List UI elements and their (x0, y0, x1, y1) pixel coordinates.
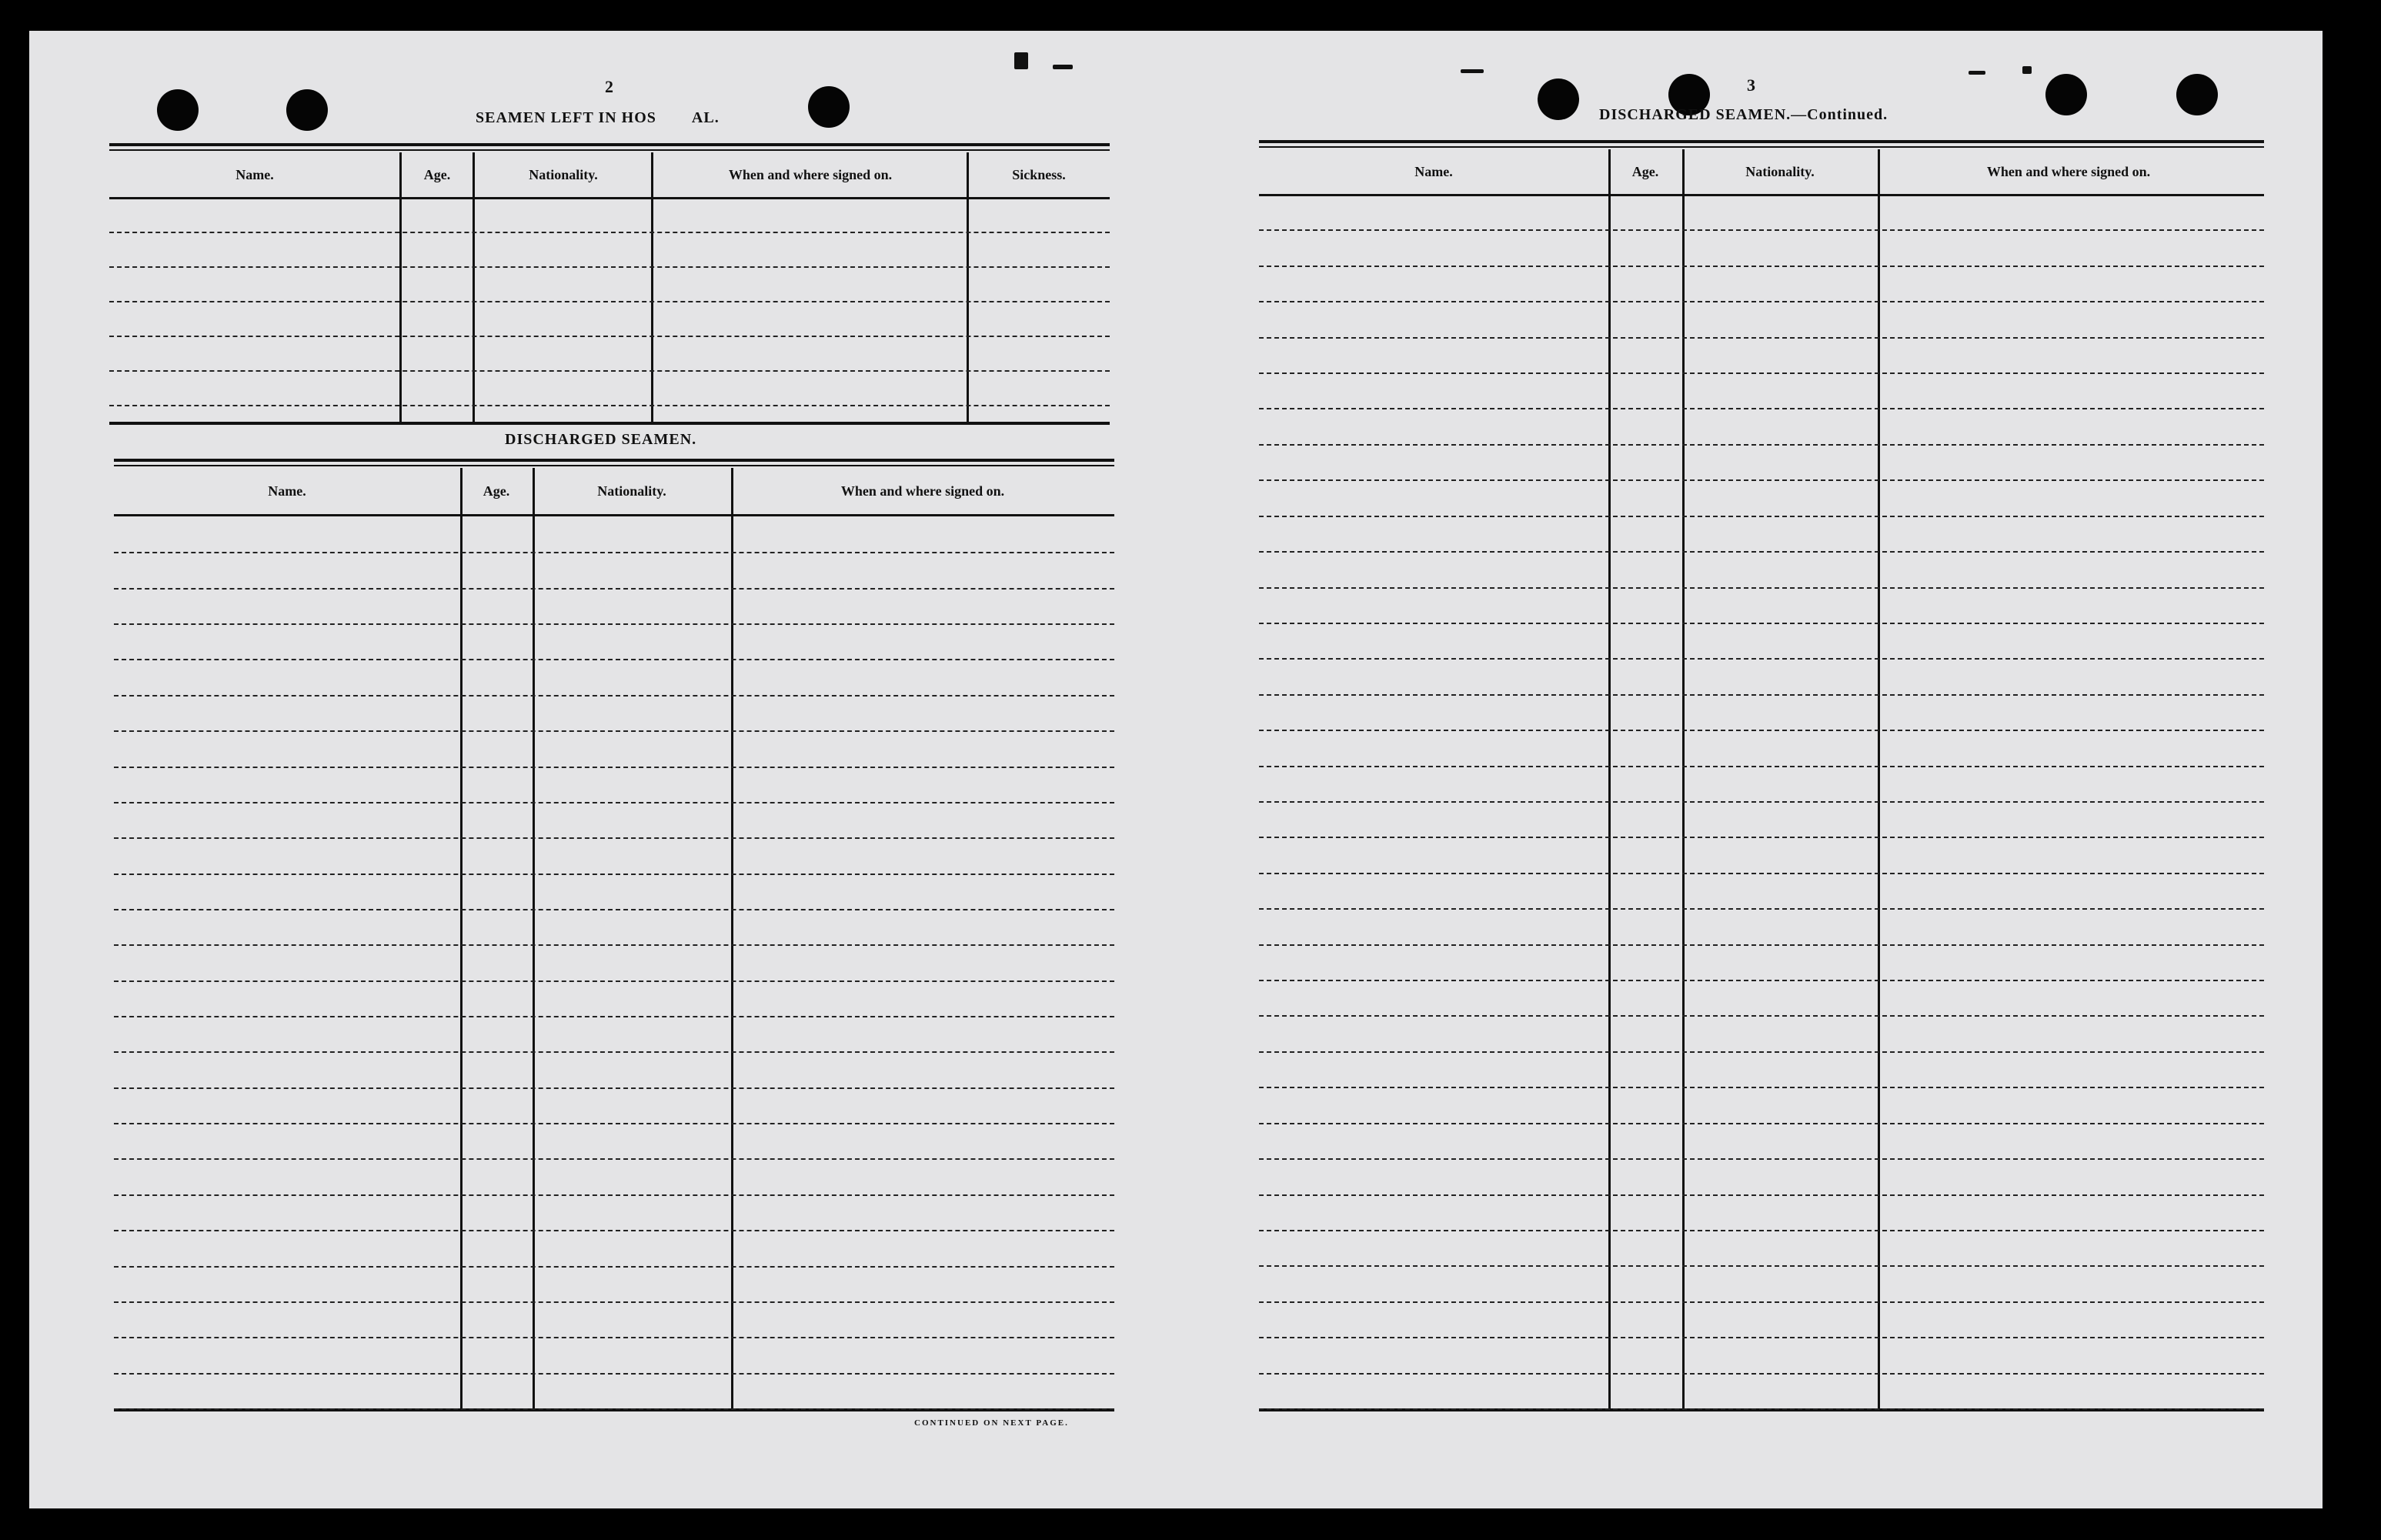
column-divider (533, 468, 535, 1408)
table-row (114, 1266, 1114, 1268)
col-age: Age. (483, 483, 510, 499)
table-row (114, 1051, 1114, 1053)
discharged-continued-title: DISCHARGED SEAMEN.—Continued. (1599, 106, 1888, 123)
table-row (109, 232, 1110, 233)
table-row (1259, 801, 2264, 803)
table-row (114, 695, 1114, 697)
col-nationality: Nationality. (1745, 163, 1815, 179)
punch-hole (2176, 74, 2218, 115)
discharged-table (114, 459, 1114, 1444)
table-row (1259, 1265, 2264, 1267)
table-row (114, 802, 1114, 803)
table-row (1259, 873, 2264, 874)
col-age: Age. (1631, 163, 1659, 179)
table-row (1259, 444, 2264, 446)
hospital-title-main: SEAMEN LEFT IN HOS (476, 109, 656, 126)
table-row (1259, 1373, 2264, 1375)
table-row (1259, 1051, 2264, 1053)
table-row (114, 837, 1114, 839)
table-row (1259, 551, 2264, 553)
table-row (114, 1123, 1114, 1124)
table-row (1259, 266, 2264, 267)
ink-speck (1014, 52, 1028, 69)
table-row (114, 1301, 1114, 1303)
table-row (1259, 1230, 2264, 1231)
table-row (114, 552, 1114, 553)
table-top-rule-thin (114, 465, 1114, 466)
table-row (114, 767, 1114, 768)
col-name: Name. (1414, 163, 1453, 179)
col-signed-on: When and where signed on. (1986, 163, 2151, 179)
page-number-right: 3 (1747, 75, 1755, 95)
table-row (114, 909, 1114, 910)
column-divider (731, 468, 733, 1408)
table-row (1259, 1408, 2264, 1410)
table-row (1259, 1337, 2264, 1338)
table-row (109, 301, 1110, 302)
table-row (1259, 908, 2264, 910)
col-nationality: Nationality. (529, 166, 598, 182)
table-row (1259, 1123, 2264, 1124)
discharged-continued-table (1259, 140, 2264, 1448)
table-row (1259, 623, 2264, 624)
ink-speck (1053, 65, 1073, 69)
table-row (109, 336, 1110, 337)
table-row (1259, 337, 2264, 339)
column-divider (967, 152, 969, 422)
ledger-sheet (29, 31, 2323, 1508)
table-row (114, 659, 1114, 660)
table-row (114, 730, 1114, 732)
table-row (114, 588, 1114, 590)
table-row (1259, 372, 2264, 374)
table-top-rule-thin (1259, 146, 2264, 148)
punch-hole (2045, 74, 2087, 115)
hospital-section-title (476, 109, 720, 127)
table-row (1259, 980, 2264, 981)
continued-header (1259, 149, 2264, 196)
table-row (114, 623, 1114, 625)
table-row (1259, 301, 2264, 302)
hospital-title-tail: AL. (691, 109, 720, 126)
column-divider (460, 468, 463, 1408)
table-row (109, 405, 1110, 406)
table-row (1259, 766, 2264, 767)
table-row (1259, 1301, 2264, 1303)
table-row (1259, 408, 2264, 409)
table-bottom-rule (109, 422, 1110, 425)
table-top-rule (1259, 140, 2264, 143)
table-row (1259, 944, 2264, 946)
ink-speck (1461, 69, 1484, 73)
table-top-rule (109, 143, 1110, 146)
table-row (1259, 694, 2264, 696)
table-row (114, 1016, 1114, 1017)
table-row (1259, 730, 2264, 731)
punch-hole (157, 89, 199, 131)
column-divider (651, 152, 653, 422)
ink-speck (2022, 66, 2032, 74)
punch-hole (1538, 79, 1579, 120)
ink-speck (1969, 71, 1985, 75)
hospital-header (109, 152, 1110, 199)
discharged-header (114, 468, 1114, 516)
table-top-rule-thin (109, 149, 1110, 151)
table-row (114, 980, 1114, 982)
column-divider (473, 152, 475, 422)
table-row (1259, 1158, 2264, 1160)
table-row (1259, 1015, 2264, 1017)
discharged-section-title: DISCHARGED SEAMEN. (505, 431, 697, 448)
column-divider (399, 152, 402, 422)
table-row (114, 1337, 1114, 1338)
table-row (114, 1194, 1114, 1196)
table-top-rule (114, 459, 1114, 462)
col-signed-on: When and where signed on. (728, 166, 893, 182)
page-number-left: 2 (605, 77, 613, 96)
table-row (1259, 516, 2264, 517)
col-name: Name. (235, 166, 274, 182)
table-row (109, 266, 1110, 268)
col-nationality: Nationality. (597, 483, 666, 499)
table-row (1259, 479, 2264, 481)
col-signed-on: When and where signed on. (840, 483, 1005, 499)
table-row (114, 874, 1114, 875)
punch-hole (286, 89, 328, 131)
punch-hole (808, 86, 850, 128)
table-row (1259, 837, 2264, 838)
table-row (114, 944, 1114, 946)
table-row (1259, 229, 2264, 231)
table-row (114, 1158, 1114, 1160)
table-row (1259, 1087, 2264, 1088)
table-row (114, 1408, 1114, 1410)
table-row (1259, 658, 2264, 660)
col-age: Age. (423, 166, 451, 182)
hospital-table (109, 143, 1110, 451)
continued-footer: CONTINUED ON NEXT PAGE. (914, 1418, 1069, 1428)
table-row (1259, 1194, 2264, 1196)
col-sickness: Sickness. (1012, 166, 1066, 182)
table-row (114, 1230, 1114, 1231)
table-row (114, 1373, 1114, 1375)
table-row (1259, 587, 2264, 589)
table-row (109, 370, 1110, 372)
col-name: Name. (268, 483, 306, 499)
table-row (114, 1087, 1114, 1089)
